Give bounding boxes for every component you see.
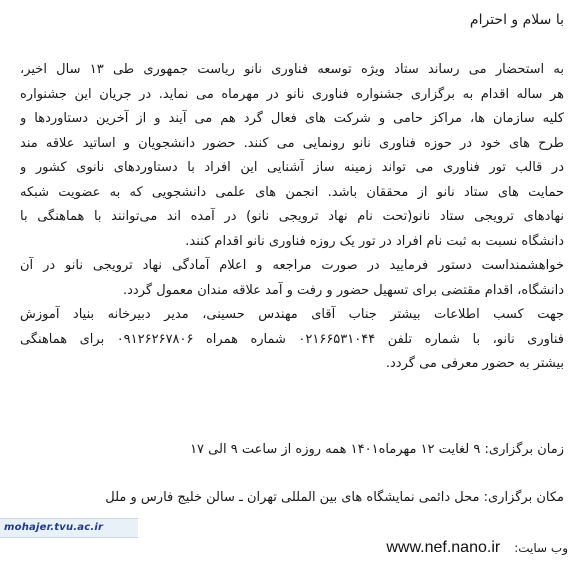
body-line: به استحضار می رساند ستاد ویژه توسعه فناوری نانو ریاست جمهوری طی ۱۳ سال اخیر، <box>20 62 564 77</box>
letter-body <box>20 58 564 377</box>
body-line: جهت کسب اطلاعات بیشتر جناب آقای مهندس حسینی، مدیر دبیرخانه بنیاد آموزش <box>20 307 564 322</box>
event-time: زمان برگزاری: ۹ لغایت ۱۲ مهرماه۱۴۰۱ همه روزه از ساعت ۹ الی ۱۷ <box>190 442 564 457</box>
watermark-band <box>0 518 138 538</box>
body-line: در قالب تور فناوری می تواند زمینه ساز آشنایی این افراد با دستاوردهای نانوی کشور و <box>20 160 564 175</box>
website-line <box>386 539 568 557</box>
body-line: بیشتر به حضور معرفی می گردد. <box>385 356 564 371</box>
event-location: مکان برگزاری: محل دائمی نمایشگاه های بین المللی تهران ـ سالن خلیج فارس و ملل <box>105 490 564 505</box>
body-line: هر ساله اقدام به برگزاری جشنواره فناوری نانو در مهرماه می نماید. در جریان این جشنواره <box>20 86 564 102</box>
body-line: دانشگاه، اقدام مقتضی برای تسهیل حضور و رفت و آمد علاقه مندان معمول گردد. <box>123 282 564 298</box>
greeting: با سلام و احترام <box>469 12 564 28</box>
watermark-text: mohajer.tvu.ac.ir <box>4 522 104 533</box>
body-line: طرح های خود در حوزه فناوری نانو رونمایی می کنند. حضور دانشجویان و اساتید علاقه مند <box>20 135 564 151</box>
body-line: دانشگاه نسبت به ثبت نام افراد در تور یک روزه فناوری نانو اقدام کنند. <box>185 233 564 249</box>
body-line: فناوری نانو، با شماره تلفن ۰۲۱۶۶۵۳۱۰۴۴ شماره همراه ۰۹۱۲۶۲۶۷۸۰۶ برای هماهنگی <box>20 331 564 347</box>
website-label: وب سایت: <box>514 541 568 555</box>
body-line: خواهشمنداست دستور فرمایید در صورت مراجعه و اعلام آمادگی نهاد ترویجی نانو در آن <box>20 258 564 273</box>
body-line: کلیه سازمان ها، مراکز حامی و شرکت های فعال گرد هم می آیند و از آخرین دستاوردها و <box>20 111 564 126</box>
body-line: حمایت های ستاد نانو از محققان باشد. انجمن های علمی دانشجویی که به عضویت شبکه <box>20 184 564 200</box>
website-url[interactable]: www.nef.nano.ir <box>386 539 501 556</box>
body-line: نهادهای ترویجی ستاد نانو(تحت نام نهاد ترویجی نانو) در آمده اند می‌توانند با هماهنگی با <box>20 209 564 224</box>
